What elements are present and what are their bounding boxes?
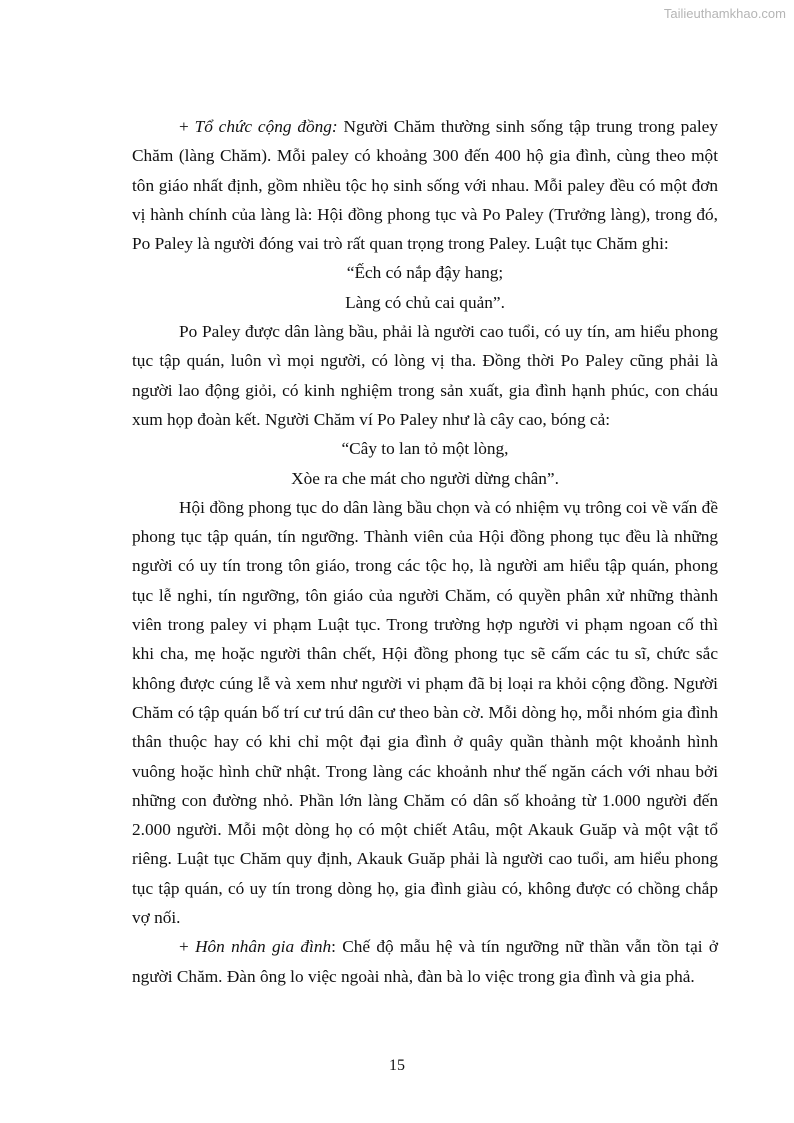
paragraph-marriage-family: [132, 932, 718, 991]
paragraph-po-paley: Po Paley được dân làng bầu, phải là người cao tuổi, có uy tín, am hiểu phong tục tập quán, luôn vì mọi người, có lòng vị tha. Đồng thời Po Paley cũng phải là người lao động giỏi, có kinh nghiệm trong sản xuất, gia đình hạnh phúc, con cháu xum họp đoàn kết. Người Chăm ví Po Paley như là cây cao, bóng cả:: [132, 322, 718, 429]
paragraph-community-organization: [132, 112, 718, 258]
paragraph-text: Người Chăm thường sinh sống tập trung trong paley Chăm (làng Chăm). Mỗi paley có khoảng 300 đến 400 hộ gia đình, cùng theo một tôn giáo nhất định, gồm nhiều tộc họ sinh sống với nhau. Mỗi paley đều có một đơn vị hành chính của làng là: Hội đồng phong tục và Po Paley (Trưởng làng), trong đó, Po Paley là người đóng vai trò rất quan trọng trong Paley. Luật tục Chăm ghi:: [132, 117, 718, 254]
paragraph-text: : Chế độ mẫu hệ và tín ngưỡng nữ thần vẫn tồn tại ở người Chăm. Đàn ông lo việc ngoài nhà, đàn bà lo việc trong gia đình và gia phả.: [132, 937, 718, 986]
verse-line: “Ếch có nắp đậy hang;: [346, 263, 504, 283]
page-number: 15: [389, 1057, 405, 1074]
verse-line: “Cây to lan tỏ một lòng,: [341, 439, 509, 459]
section-title-community: Tổ chức cộng đồng:: [194, 117, 338, 136]
paragraph-council: Hội đồng phong tục do dân làng bầu chọn và có nhiệm vụ trông coi về vấn đề phong tục tập quán, tín ngưỡng. Thành viên của Hội đồng phong tục đều là những người có uy tín trong tôn giáo, trong các tộc họ, là người am hiểu tập quán, phong tục lễ nghi, tín ngưỡng, tôn giáo của người Chăm, có quyền phân xử những thành viên trong paley vi phạm Luật tục. Trong trường hợp người vi phạm ngoan cố thì khi cha, mẹ hoặc người thân chết, Hội đồng phong tục sẽ cấm các tu sĩ, chức sắc không được cúng lễ và xem như người vi phạm đã bị loại ra khỏi cộng đồng. Người Chăm có tập quán bố trí cư trú dân cư theo bàn cờ. Mỗi dòng họ, mỗi nhóm gia đình thân thuộc hay có khi chỉ một đại gia đình ở quây quần thành một khoảnh hình vuông hoặc hình chữ nhật. Trong làng các khoảnh như thế ngăn cách với nhau bởi những con đường nhỏ. Phần lớn làng Chăm có dân số khoảng từ 1.000 người đến 2.000 người. Mỗi một dòng họ có một chiết Atâu, một Akauk Guăp và một vật tổ riêng. Luật tục Chăm quy định, Akauk Guăp phải là người cao tuổi, am hiểu phong tục tập quán, có uy tín trong dòng họ, gia đình giàu có, không được có chồng chắp vợ nối.: [132, 497, 718, 928]
bullet-prefix: +: [179, 937, 196, 957]
verse-line: Làng có chủ cai quản”.: [345, 292, 505, 312]
document-body: [132, 112, 718, 991]
bullet-prefix: +: [179, 117, 195, 136]
section-title-marriage: Hôn nhân gia đình: [195, 937, 332, 957]
watermark: Tailieuthamkhao.com: [663, 6, 786, 21]
verse-line: Xòe ra che mát cho người dừng chân”.: [291, 468, 559, 488]
